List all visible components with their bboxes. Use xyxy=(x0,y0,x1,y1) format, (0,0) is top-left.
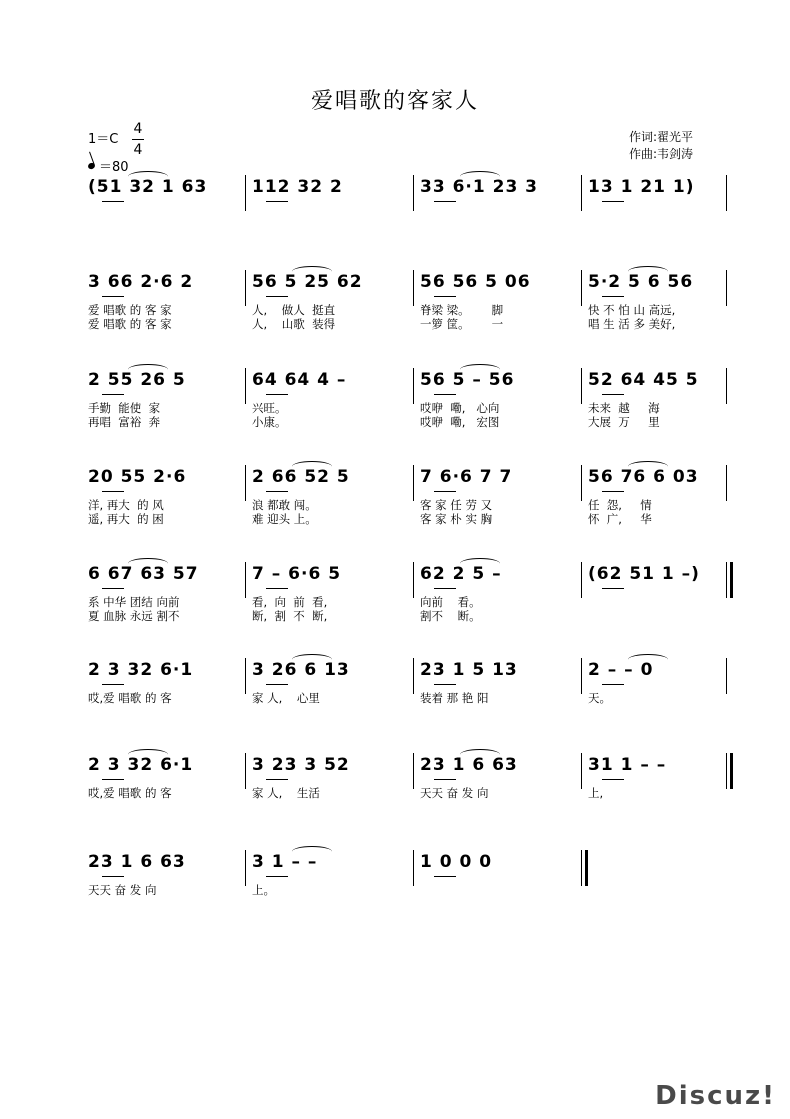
measure-notes: 23 1 6 63 xyxy=(420,755,518,775)
barline xyxy=(245,850,246,886)
beam-underline xyxy=(602,779,624,780)
beam-underline xyxy=(434,779,456,780)
measure-notes: 31 1 – – xyxy=(588,755,667,775)
beam-underline xyxy=(102,296,124,297)
slur-arc xyxy=(628,266,668,277)
barline xyxy=(726,270,727,306)
lyric-line: 大展 万 里 xyxy=(588,415,660,429)
lyric-line: 爱 唱歌 的 客 家 xyxy=(88,317,172,331)
slur-arc xyxy=(128,749,168,760)
barline xyxy=(413,658,414,694)
slur-arc xyxy=(292,461,332,472)
slur-arc xyxy=(460,364,500,375)
beam-underline xyxy=(602,394,624,395)
measure-notes: 3 23 3 52 xyxy=(252,755,350,775)
measure-notes: 7 6·6 7 7 xyxy=(420,467,513,487)
lyric-line: 一箩 筐。 一 xyxy=(420,317,504,331)
lyric-line: 人, 山歌 装得 xyxy=(252,317,336,331)
barline xyxy=(413,175,414,211)
barline xyxy=(245,753,246,789)
barline xyxy=(726,175,727,211)
barline xyxy=(413,562,414,598)
lyric-line: 浪 都敢 闯。 xyxy=(252,498,317,512)
lyric-line: 怀 广, 华 xyxy=(588,512,652,526)
lyric-line: 再唱 富裕 奔 xyxy=(88,415,161,429)
measure-notes: 23 1 5 13 xyxy=(420,660,518,680)
measure-notes: 56 56 5 06 xyxy=(420,272,531,292)
measure-notes: 7 – 6·6 5 xyxy=(252,564,342,584)
lyric-line: 快 不 怕 山 高远, xyxy=(588,303,676,317)
measure-notes: 62 2 5 – xyxy=(420,564,502,584)
lyric-line: 系 中华 团结 向前 xyxy=(88,595,180,609)
beam-underline xyxy=(266,394,288,395)
barline xyxy=(245,465,246,501)
barline xyxy=(413,753,414,789)
lyric-line: 家 人, 心里 xyxy=(252,691,320,705)
measure-notes: (62 51 1 –) xyxy=(588,564,700,584)
beam-underline xyxy=(434,394,456,395)
slur-arc xyxy=(460,558,500,569)
beam-underline xyxy=(434,876,456,877)
measure-notes: 33 6·1 23 3 xyxy=(420,177,539,197)
barline xyxy=(581,658,582,694)
lyric-line: 客 家 朴 实 胸 xyxy=(420,512,493,526)
barline xyxy=(581,753,582,789)
lyric-line: 哎咿 嘞, 心向 xyxy=(420,401,500,415)
lyric-line: 天天 奋 发 向 xyxy=(420,786,489,800)
measure-notes: 56 76 6 03 xyxy=(588,467,699,487)
measure-notes: 5·2 5 6 56 xyxy=(588,272,694,292)
measure-notes: 2 55 26 5 xyxy=(88,370,186,390)
beam-underline xyxy=(602,491,624,492)
measure-notes: 56 5 25 62 xyxy=(252,272,363,292)
lyric-line: 脊梁 梁。 脚 xyxy=(420,303,504,317)
barline xyxy=(245,658,246,694)
barline xyxy=(413,465,414,501)
slur-arc xyxy=(292,654,332,665)
lyric-line: 哎,爱 唱歌 的 客 xyxy=(88,691,172,705)
lyric-line: 遥, 再大 的 困 xyxy=(88,512,164,526)
barline xyxy=(581,562,582,598)
lyric-line: 天天 奋 发 向 xyxy=(88,883,157,897)
measure-notes: 23 1 6 63 xyxy=(88,852,186,872)
barline xyxy=(245,270,246,306)
beam-underline xyxy=(102,201,124,202)
measure-notes: 2 – – 0 xyxy=(588,660,654,680)
barline xyxy=(413,368,414,404)
lyric-line: 人, 做人 挺直 xyxy=(252,303,336,317)
lyric-line: 手勤 能使 家 xyxy=(88,401,161,415)
beam-underline xyxy=(266,876,288,877)
barline xyxy=(581,175,582,211)
beam-underline xyxy=(434,491,456,492)
lyric-line: 哎,爱 唱歌 的 客 xyxy=(88,786,172,800)
measure-notes: 64 64 4 – xyxy=(252,370,347,390)
slur-arc xyxy=(628,461,668,472)
beam-underline xyxy=(102,588,124,589)
slur-arc xyxy=(628,654,668,665)
slur-arc xyxy=(128,558,168,569)
composer-credit: 作曲:韦剑涛 xyxy=(629,147,694,161)
measure-notes: 6 67 63 57 xyxy=(88,564,199,584)
slur-arc xyxy=(128,171,168,182)
barline xyxy=(581,368,582,404)
lyric-line: 难 迎头 上。 xyxy=(252,512,317,526)
measure-notes: 52 64 45 5 xyxy=(588,370,699,390)
measure-notes: 56 5 – 56 xyxy=(420,370,515,390)
tempo-value: ＝80 xyxy=(99,160,129,175)
lyric-line: 断, 割 不 断, xyxy=(252,609,328,623)
beam-underline xyxy=(266,684,288,685)
measure-notes: 3 1 – – xyxy=(252,852,318,872)
watermark-logo: Discuz! xyxy=(655,1081,776,1111)
beam-underline xyxy=(434,201,456,202)
lyric-line: 向前 看。 xyxy=(420,595,481,609)
lyric-line: 家 人, 生活 xyxy=(252,786,320,800)
beam-underline xyxy=(434,684,456,685)
lyric-line: 天。 xyxy=(588,691,611,705)
lyric-line: 上。 xyxy=(252,883,275,897)
song-title: 爱唱歌的客家人 xyxy=(310,89,479,114)
slur-arc xyxy=(128,364,168,375)
beam-underline xyxy=(602,588,624,589)
beam-underline xyxy=(102,394,124,395)
beam-underline xyxy=(602,684,624,685)
measure-notes: 20 55 2·6 xyxy=(88,467,187,487)
lyric-line: 哎咿 嘞, 宏图 xyxy=(420,415,500,429)
lyric-line: 任 怨, 情 xyxy=(588,498,652,512)
measure-notes: 13 1 21 1) xyxy=(588,177,695,197)
measure-notes: 1 0 0 0 xyxy=(420,852,493,872)
beam-underline xyxy=(602,296,624,297)
beam-underline xyxy=(266,296,288,297)
time-signature-top: 4 xyxy=(133,121,143,137)
beam-underline xyxy=(266,201,288,202)
beam-underline xyxy=(102,491,124,492)
time-signature-bottom: 4 xyxy=(132,139,144,160)
beam-underline xyxy=(602,201,624,202)
barline xyxy=(726,368,727,404)
slur-arc xyxy=(460,171,500,182)
beam-underline xyxy=(266,779,288,780)
barline xyxy=(245,175,246,211)
lyric-line: 看, 向 前 看, xyxy=(252,595,328,609)
lyric-line: 割不 断。 xyxy=(420,609,481,623)
barline xyxy=(726,658,727,694)
beam-underline xyxy=(266,588,288,589)
barline xyxy=(726,465,727,501)
barline xyxy=(726,562,727,598)
measure-notes: (51 32 1 63 xyxy=(88,177,208,197)
barline xyxy=(581,465,582,501)
slur-arc xyxy=(292,266,332,277)
lyric-line: 兴旺。 xyxy=(252,401,287,415)
lyric-line: 未来 越 海 xyxy=(588,401,660,415)
quarter-note-icon xyxy=(87,161,96,169)
final-barline xyxy=(730,562,733,598)
beam-underline xyxy=(102,779,124,780)
lyricist-credit: 作词:翟光平 xyxy=(629,130,694,144)
beam-underline xyxy=(434,588,456,589)
barline xyxy=(581,850,582,886)
slur-arc xyxy=(292,846,332,857)
measure-notes: 3 66 2·6 2 xyxy=(88,272,194,292)
key-signature: 1＝C xyxy=(88,132,119,147)
measure-notes: 2 3 32 6·1 xyxy=(88,660,194,680)
measure-notes: 2 66 52 5 xyxy=(252,467,350,487)
beam-underline xyxy=(434,296,456,297)
measure-notes: 2 3 32 6·1 xyxy=(88,755,194,775)
beam-underline xyxy=(102,876,124,877)
tempo-marking xyxy=(88,156,129,175)
measure-notes: 112 32 2 xyxy=(252,177,343,197)
final-barline xyxy=(585,850,588,886)
lyric-line: 夏 血脉 永远 割不 xyxy=(88,609,180,623)
lyric-line: 爱 唱歌 的 客 家 xyxy=(88,303,172,317)
barline xyxy=(245,368,246,404)
lyric-line: 唱 生 活 多 美好, xyxy=(588,317,676,331)
lyric-line: 客 家 任 劳 又 xyxy=(420,498,493,512)
slur-arc xyxy=(460,749,500,760)
lyric-line: 小康。 xyxy=(252,415,287,429)
barline xyxy=(726,753,727,789)
beam-underline xyxy=(266,491,288,492)
barline xyxy=(245,562,246,598)
barline xyxy=(413,270,414,306)
barline xyxy=(581,270,582,306)
barline xyxy=(413,850,414,886)
time-signature xyxy=(132,119,144,160)
lyric-line: 装着 那 艳 阳 xyxy=(420,691,489,705)
final-barline xyxy=(730,753,733,789)
lyric-line: 洋, 再大 的 风 xyxy=(88,498,164,512)
measure-notes: 3 26 6 13 xyxy=(252,660,350,680)
beam-underline xyxy=(102,684,124,685)
lyric-line: 上, xyxy=(588,786,604,800)
